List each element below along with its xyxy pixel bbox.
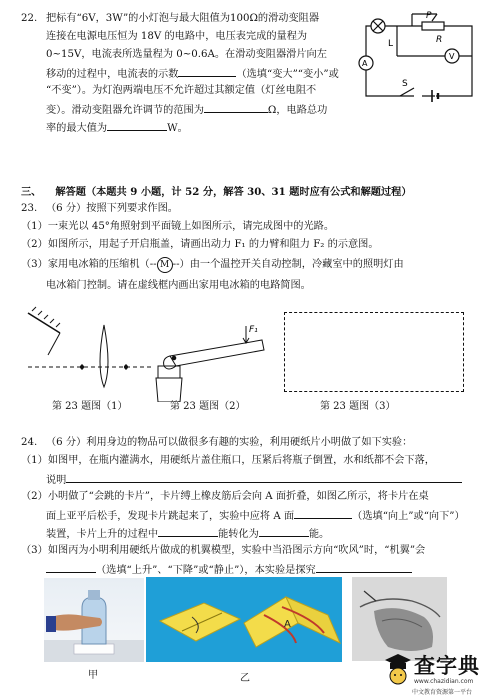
- q22-circuit-diagram: [352, 8, 480, 108]
- photo-jia: [44, 578, 144, 662]
- photo-bing-art: [352, 577, 447, 661]
- graduation-cap-logo-icon: [384, 652, 412, 686]
- fold-label-a: A: [284, 619, 291, 630]
- q22-line-7: [46, 120, 188, 136]
- slider-arrow: [432, 14, 437, 21]
- figure-23-3-drawing-box[interactable]: [284, 312, 464, 392]
- card-flat: [160, 603, 240, 641]
- caption-figure-23-2: 第 23 题图（2）: [170, 401, 246, 412]
- caption-yi: 乙: [240, 673, 250, 684]
- plane-mirror: [28, 313, 60, 333]
- q24-part-2-line-1: （2）小明做了“会跳的卡片”，卡片缚上橡皮筋后会向 A 面折叠，如图乙所示，将卡片在桌: [21, 491, 429, 502]
- q24-part-2-line-2: [46, 508, 465, 524]
- q22-line-7-tail: W。: [167, 123, 188, 134]
- q24-part-3-text: （选填“上升”、“下降”或“静止”），本实验是探究: [96, 565, 316, 576]
- bottle-opener-handle: [170, 340, 264, 366]
- q24-part-2-text: 面上亚平后松手，发现卡片跳起来了，实验中应将 A 面: [46, 511, 295, 522]
- q24-part-1-prefix: 说明: [46, 475, 67, 486]
- q22-line-1: 把标有“6V，3W”的小灯泡与最大阻值为100Ω的滑动变阻器: [46, 13, 320, 24]
- q22-line-7-text: 率的最大值为: [46, 123, 108, 134]
- q24-part-2-text-2: 装置，卡片上升的过程中: [46, 529, 159, 540]
- q22-line-6-text: 变）。滑动变阻器允许调节的范围为: [46, 105, 204, 116]
- q24-header: （6 分）利用身边的物品可以做很多有趣的实验，利用硬纸片小明做了如下实验：: [46, 437, 413, 448]
- cardboard-sheet: [74, 644, 114, 654]
- q23-part-3-line-2: 电冰箱门控制。请在虚线框内画出家用电冰箱的电路简图。: [46, 280, 311, 291]
- bottle-cap: [158, 366, 180, 378]
- caption-figure-23-1: 第 23 题图（1）: [52, 401, 128, 412]
- figure-23-1: [24, 305, 158, 397]
- q22-line-2: 连接在电源电压恒为 18V 的电路中，电压表完成的量程为: [46, 31, 308, 42]
- answer-blank[interactable]: [158, 526, 218, 537]
- motor-symbol-inline: -- M --: [150, 259, 180, 270]
- bottle-neck: [156, 378, 182, 402]
- answer-blank[interactable]: [107, 120, 167, 131]
- circuit-label-r: R: [436, 35, 443, 45]
- circuit-label-l: L: [388, 39, 394, 49]
- caption-figure-23-3: 第 23 题图（3）: [320, 401, 396, 412]
- q22-line-4-text: 移动的过程中，电流表的示数: [46, 69, 179, 80]
- answer-blank[interactable]: [316, 562, 412, 573]
- q24-part-1-line-2: [46, 472, 462, 488]
- circuit-label-a: A: [362, 59, 368, 68]
- photo-yi-art: [146, 577, 342, 662]
- q22-line-3: 0~15V，电流表所选量程为 0~0.6A。在滑动变阻器滑片向左: [46, 49, 327, 60]
- q23-part-1: （1）一束光以 45°角照射到平面镜上如图所示，请完成图中的光路。: [21, 221, 335, 232]
- answer-blank[interactable]: [66, 472, 462, 483]
- q24-part-1-line-1: （1）如图甲，在瓶内灌满水，用硬纸片盖住瓶口，压紧后将瓶子倒置，水和纸都不会下落，: [21, 455, 435, 466]
- watermark: [384, 650, 500, 698]
- figure-23-2: [150, 322, 270, 402]
- q22-line-4-tail: （选填“变大”“变小”或: [236, 69, 339, 80]
- q24-part-2-tail: （选填“向上”或“向下”）: [352, 511, 465, 522]
- q24-number: 24.: [21, 437, 38, 448]
- photo-jia-art: [44, 578, 144, 662]
- watermark-slogan: 中文教育资源第一平台: [412, 689, 473, 696]
- q24-part-2-line-3: [46, 526, 329, 542]
- section-3-description: （本题共 9 小题，计 52 分，解答 30、31 题时应有公式和解题过程）: [85, 186, 412, 198]
- switch-symbol: [400, 88, 414, 96]
- q22-line-4: [46, 66, 339, 82]
- section-3-number: 三、: [21, 186, 42, 198]
- q23-part-3-line-1: [21, 257, 404, 273]
- caption-jia: 甲: [88, 670, 98, 681]
- q24-part-3-line-1: （3）如图丙为小明利用硬纸片做成的机翼模型，实验中当沿图示方向“吹风”时，“机翼”会: [21, 545, 426, 556]
- q22-line-6: [46, 102, 327, 118]
- incident-ray: [48, 333, 60, 355]
- photo-bing: [352, 577, 447, 661]
- rheostat-symbol: [422, 22, 444, 30]
- q23-part-3-text: （3）家用电冰箱的压缩机（: [21, 259, 150, 270]
- answer-blank[interactable]: [46, 562, 96, 573]
- force-label-f1: F₁: [249, 325, 258, 335]
- circuit-label-p: P: [426, 11, 432, 21]
- answer-blank[interactable]: [204, 102, 268, 113]
- watermark-brand: 查字典: [414, 654, 480, 678]
- motor-icon: M: [157, 257, 173, 273]
- q22-number: 22.: [21, 13, 38, 24]
- q23-number: 23.: [21, 203, 38, 214]
- q22-line-6-tail: Ω，电路总功: [267, 105, 328, 116]
- answer-blank[interactable]: [178, 66, 236, 77]
- answer-blank[interactable]: [294, 508, 352, 519]
- answer-blank[interactable]: [259, 526, 309, 537]
- q24-part-3-line-2: [46, 562, 412, 578]
- q23-header: （6 分）按照下列要求作图。: [46, 203, 178, 214]
- circuit-label-s: S: [402, 79, 408, 89]
- section-3-heading: [21, 185, 412, 199]
- circuit-label-v: V: [449, 52, 455, 61]
- q23-part-3-tail: ）由一个温控开关自动控制，冷藏室中的照明灯由: [179, 259, 404, 270]
- q24-part-2-text-4: 能。: [308, 529, 330, 540]
- q22-line-5: “不变”）。为灯泡两端电压不允许超过其额定值（灯丝电阻不: [46, 85, 317, 96]
- photo-yi: [146, 577, 342, 662]
- q23-part-2: （2）如图所示，用起子开启瓶盖，请画出动力 F₁ 的力臂和阻力 F₂ 的示意图。: [21, 239, 379, 250]
- convex-lens: [100, 325, 108, 387]
- q24-part-2-text-3: 能转化为: [218, 529, 259, 540]
- watermark-url: www.chazidian.com: [414, 678, 474, 685]
- section-3-title: 解答题: [55, 186, 86, 198]
